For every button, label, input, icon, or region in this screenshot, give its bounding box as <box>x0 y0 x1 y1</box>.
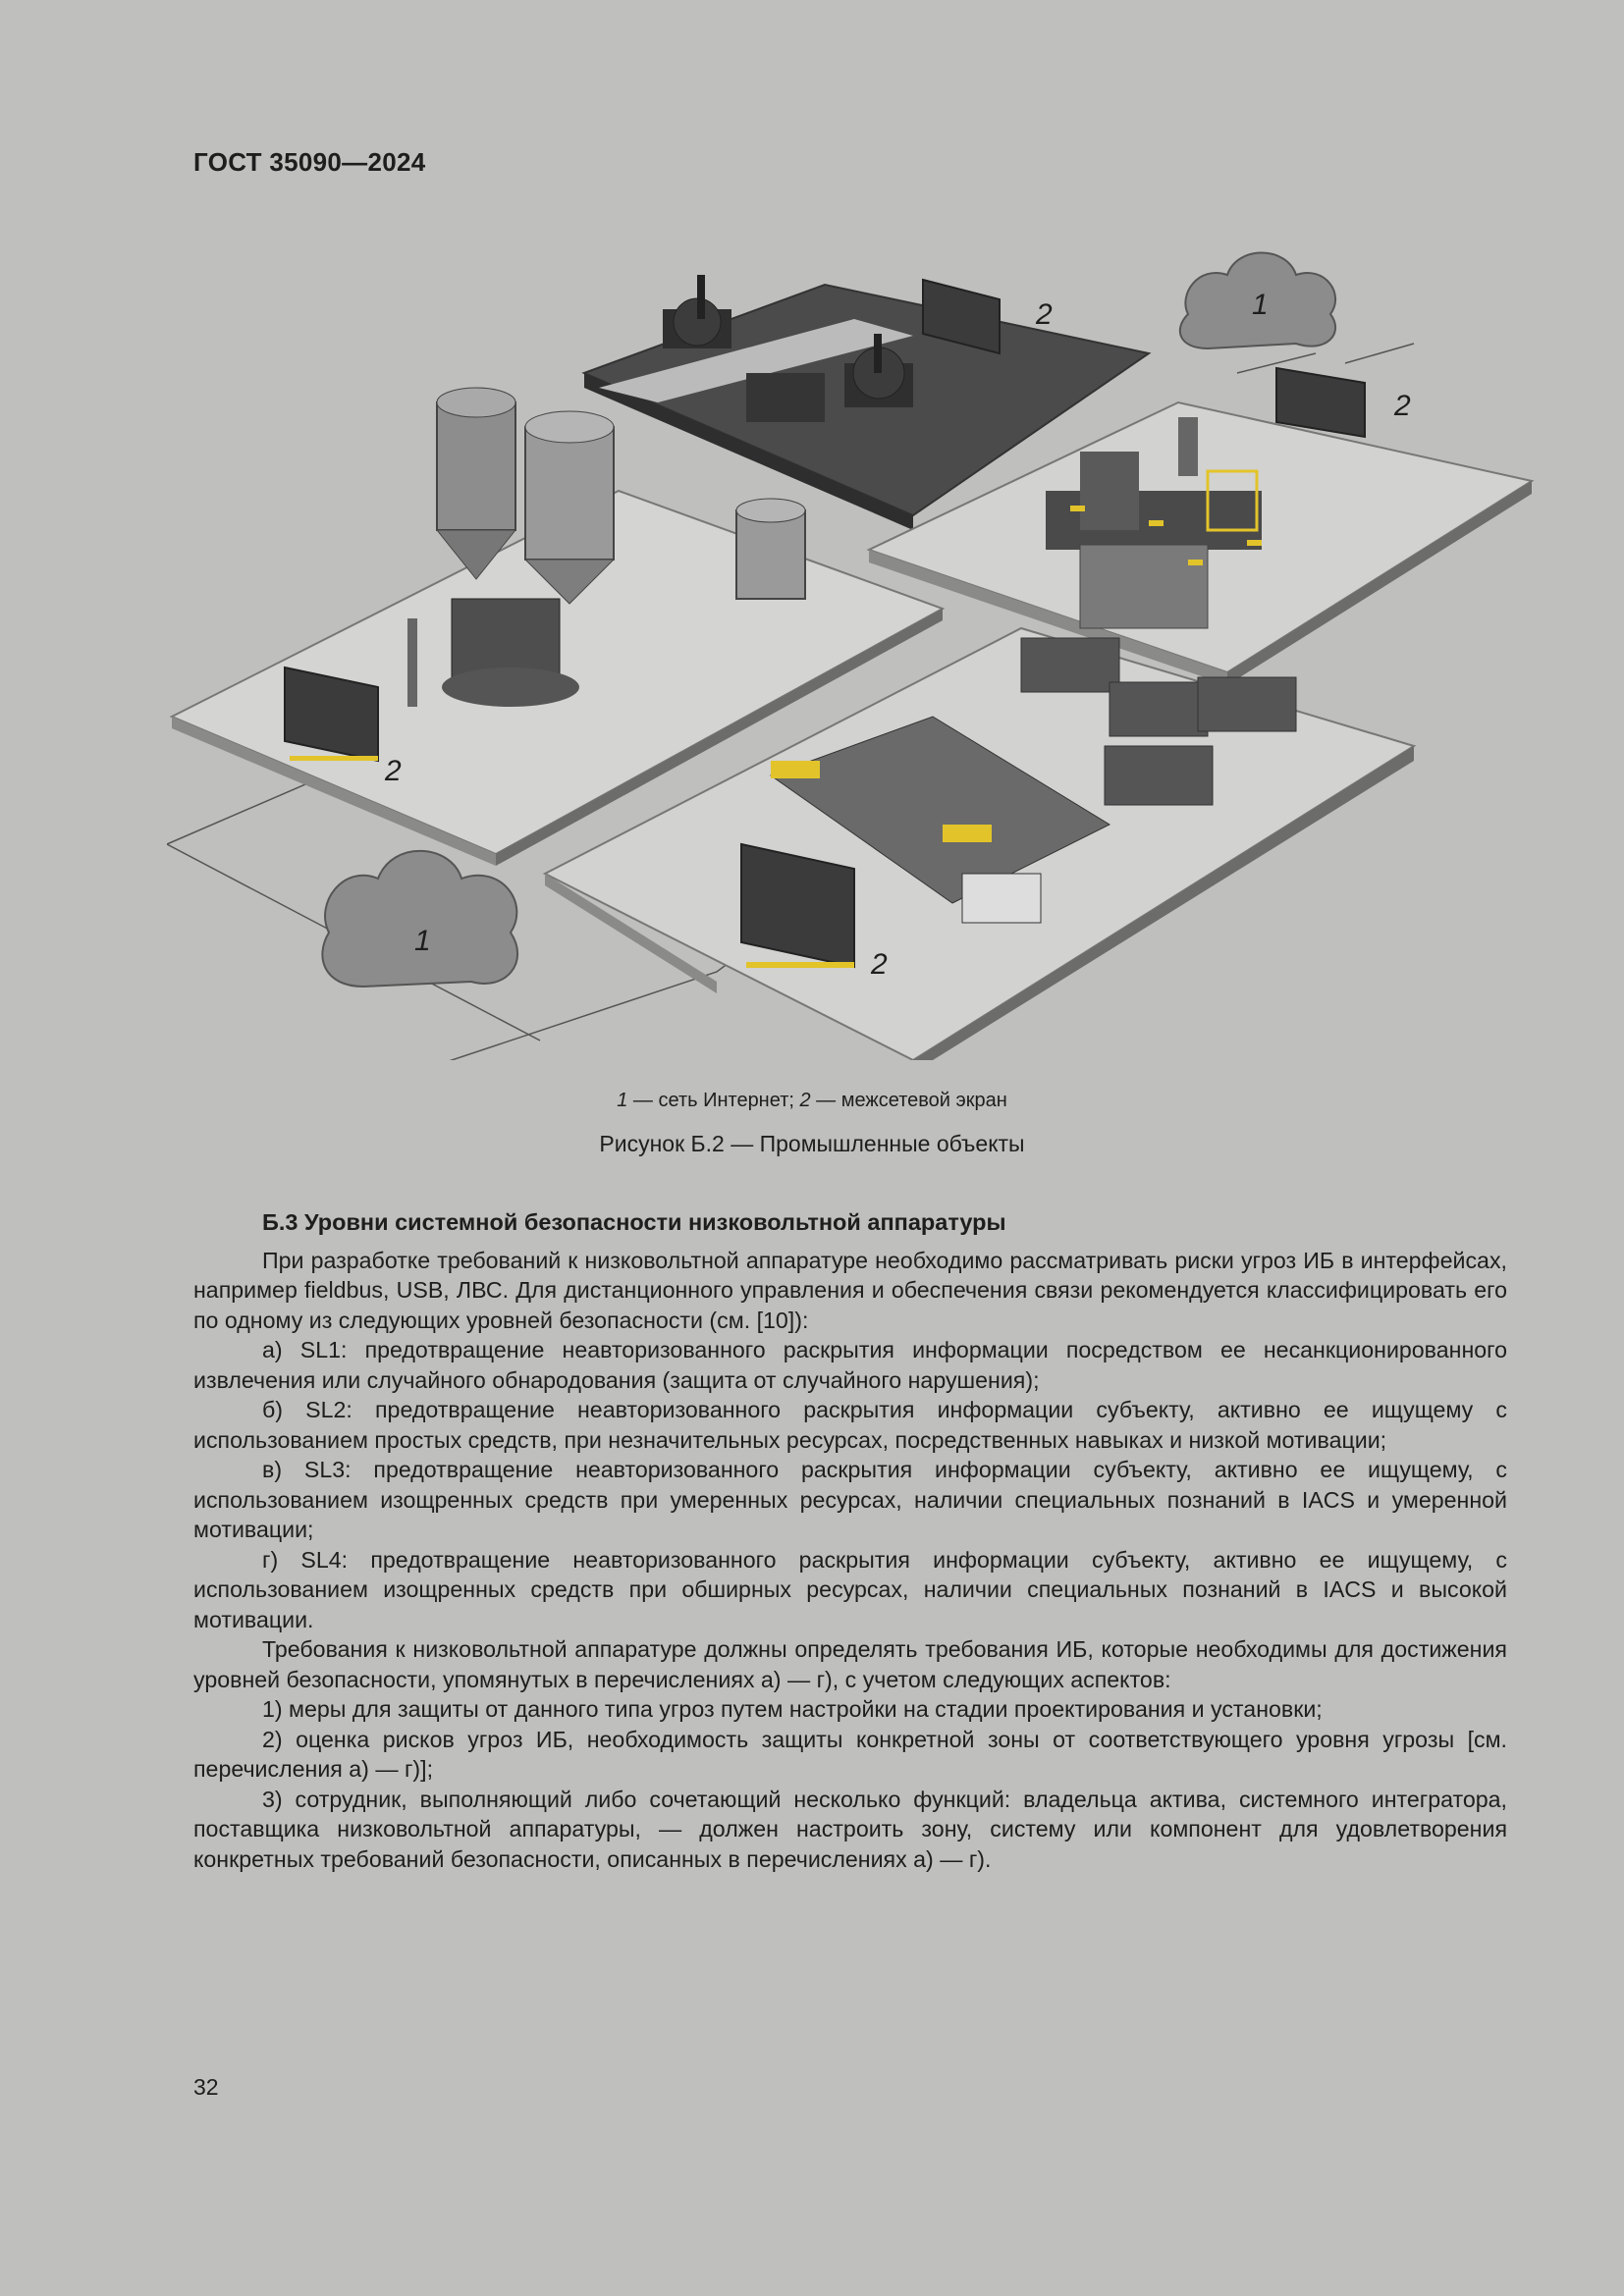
label-firewall-center: 2 <box>1036 298 1053 331</box>
section-heading: Б.3 Уровни системной безопасности низковольтной аппаратуры <box>262 1209 1006 1235</box>
list-item-a: а) SL1: предотвращение неавторизованного раскрытия информации посредством ее несанкционированного извлечения или случайного обнародования (защита от случайного нарушения); <box>193 1337 1507 1393</box>
figure-title: Рисунок Б.2 — Промышленные объекты <box>599 1131 1025 1156</box>
figure-legend: 1 — сеть Интернет; 2 — межсетевой экран <box>617 1090 1007 1111</box>
list-item-b: б) SL2: предотвращение неавторизованного раскрытия информации субъекту, активно ее ищущему с использованием простых средств, при незначительных ресурсах, посредственных навыках и низкой мотивации; <box>193 1397 1507 1453</box>
document-code: ГОСТ 35090—2024 <box>193 147 426 177</box>
paragraph: Требования к низковольтной аппаратуре должны определять требования ИБ, которые необходимы для достижения уровней безопасности, упомянутых в перечислениях а) — г), с учетом следующих аспектов: <box>193 1636 1507 1692</box>
list-item-d: г) SL4: предотвращение неавторизованного раскрытия информации субъекту, активно ее ищущему, с использованием изощренных средств при обширных ресурсах, наличии специальных познаний в IACS и высокой мотивации. <box>193 1546 1507 1632</box>
industrial-facilities-figure <box>167 226 1542 1060</box>
label-internet-top: 1 <box>1252 289 1269 321</box>
label-firewall-bottom: 2 <box>871 948 888 981</box>
list-item-3: 3) сотрудник, выполняющий либо сочетающий несколько функций: владельца актива, системного интегратора, поставщика низковольтной аппаратуры, — должен настроить зону, систему или компонент для удовлетворения конкретных требований безопасности, описанных в перечислениях а) — г). <box>193 1786 1507 1872</box>
paragraph: При разработке требований к низковольтной аппаратуре необходимо рассматривать риски угроз ИБ в интерфейсах, например fieldbus, USB, ЛВС. Для дистанционного управления и обеспечения связи рекомендуется классифицировать его по одному из следующих уровней безопасности (см. [10]): <box>193 1247 1507 1333</box>
list-item-2: 2) оценка рисков угроз ИБ, необходимость защиты конкретной зоны от соответствующего уровня угрозы [см. перечисления а) — г)]; <box>193 1726 1507 1782</box>
list-item-c: в) SL3: предотвращение неавторизованного раскрытия информации субъекту, активно ее ищущему, с использованием изощренных средств при умеренных ресурсах, наличии специальных познаний в IACS и умеренной мотивации; <box>193 1457 1507 1542</box>
label-firewall-right: 2 <box>1394 390 1411 422</box>
label-internet-bottom: 1 <box>414 925 431 957</box>
label-firewall-left: 2 <box>385 755 402 787</box>
page-number: 32 <box>193 2074 219 2100</box>
section-b3 <box>193 1207 1507 1874</box>
list-item-1: 1) меры для защиты от данного типа угроз путем настройки на стадии проектирования и установки; <box>262 1696 1323 1722</box>
